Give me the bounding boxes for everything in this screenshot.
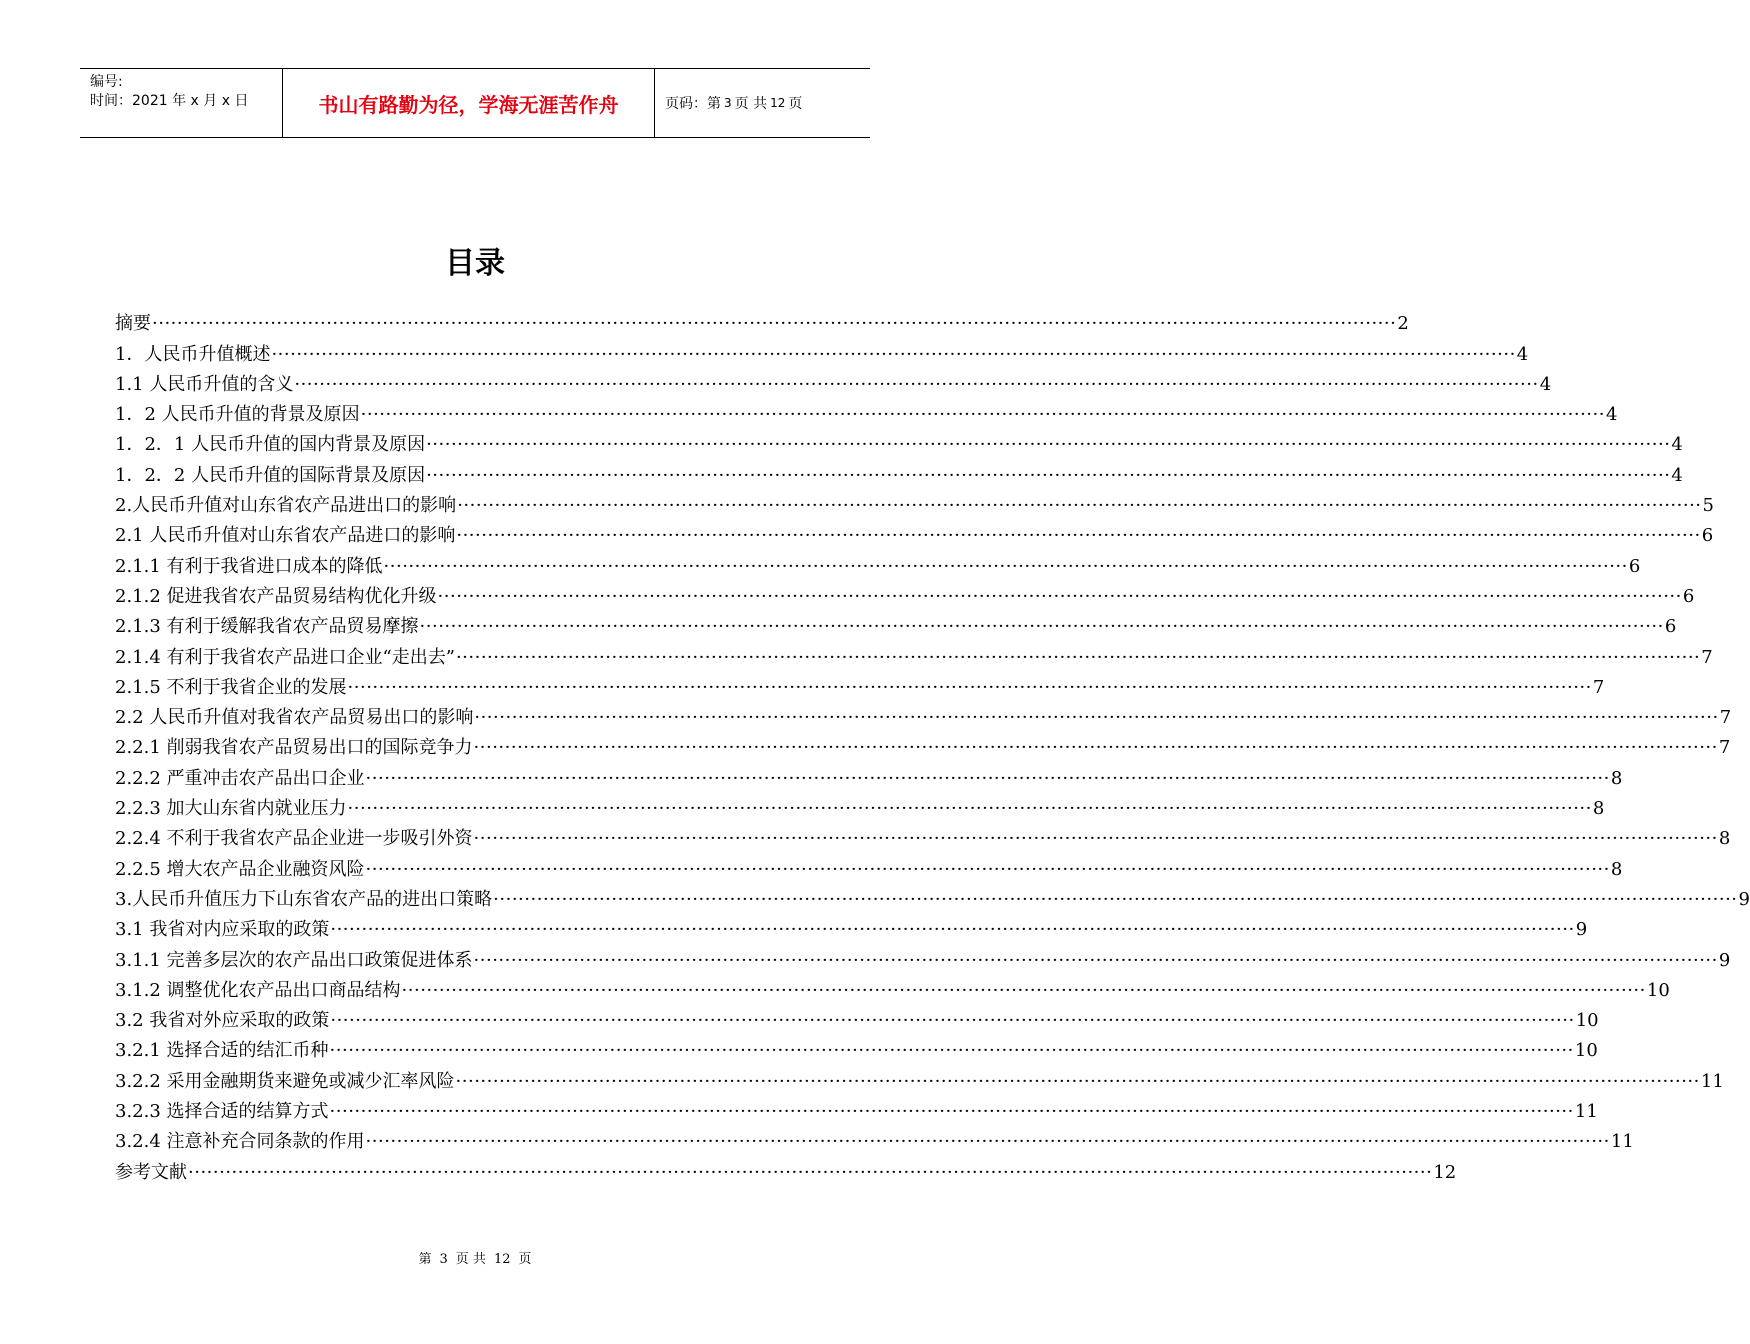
toc-leader-dots: ········································································································································································································ (360, 404, 1605, 426)
header-number-label: 编号: (90, 74, 123, 90)
toc-entry[interactable] (115, 670, 1605, 700)
toc-leader-dots: ········································································································································································································ (365, 1131, 1610, 1153)
toc-entry-page: 8 (1718, 828, 1731, 850)
toc-entry-page: 5 (1702, 495, 1714, 517)
header-page-total: 12 (770, 96, 786, 110)
toc-leader-dots: ········································································································································································································ (329, 1040, 1574, 1062)
toc-leader-dots: ········································································································································································································ (473, 737, 1718, 759)
toc-entry-page: 10 (1646, 979, 1670, 1001)
toc-entry-label: 3.2.1 选择合适的结汇币种 (115, 1040, 329, 1062)
header-page-current: 3 (724, 96, 732, 110)
toc-entry-page: 8 (1592, 798, 1605, 820)
toc-entry-page: 7 (1592, 676, 1605, 698)
toc-entry[interactable] (115, 367, 1552, 397)
header-page-info (655, 69, 870, 137)
toc-entry[interactable] (115, 760, 1623, 790)
table-of-contents (115, 306, 1750, 1185)
toc-entry-label: 2.2 人民币升值对我省农产品贸易出口的影响 (115, 707, 474, 729)
toc-entry-label: 1．2．2 人民币升值的国际背景及原因 (115, 464, 426, 486)
toc-entry[interactable] (115, 821, 1731, 851)
toc-entry[interactable] (115, 639, 1713, 669)
toc-leader-dots: ········································································································································································································ (493, 888, 1738, 910)
toc-leader-dots: ········································································································································································································ (330, 919, 1575, 941)
footer-suffix: 页 (518, 1252, 532, 1267)
toc-entry-page: 6 (1628, 555, 1641, 577)
toc-entry-page: 7 (1701, 646, 1713, 668)
toc-entry-label: 2.1.4 有利于我省农产品进口企业“走出去” (115, 646, 455, 668)
toc-entry-label: 3.1.1 完善多层次的农产品出口政策促进体系 (115, 949, 473, 971)
header-page-prefix: 页码：第 (665, 96, 721, 112)
header-time: 时间：2021 年 x 月 x 日 (90, 93, 249, 109)
toc-entry[interactable] (115, 851, 1623, 881)
toc-leader-dots: ········································································································································································································ (152, 313, 1397, 335)
toc-entry[interactable] (115, 427, 1683, 457)
page-footer (0, 1248, 950, 1267)
footer-current: 3 (439, 1252, 448, 1267)
toc-leader-dots: ········································································································································································································ (455, 646, 1701, 668)
toc-entry[interactable] (115, 336, 1529, 366)
toc-leader-dots: ········································································································································································································ (419, 616, 1664, 638)
toc-leader-dots: ········································································································································································································ (473, 828, 1718, 850)
toc-entry[interactable] (115, 942, 1731, 972)
toc-entry-label: 2.2.4 不利于我省农产品企业进一步吸引外资 (115, 828, 473, 850)
toc-entry-label: 2.2.1 削弱我省农产品贸易出口的国际竞争力 (115, 737, 473, 759)
toc-entry[interactable] (115, 700, 1732, 730)
toc-leader-dots: ········································································································································································································ (383, 555, 1628, 577)
toc-entry-page: 9 (1718, 949, 1731, 971)
toc-entry[interactable] (115, 1124, 1634, 1154)
toc-entry-label: 2.人民币升值对山东省农产品进出口的影响 (115, 495, 457, 517)
toc-leader-dots: ········································································································································································································ (426, 464, 1671, 486)
toc-entry-label: 1.1 人民币升值的含义 (115, 373, 294, 395)
footer-total: 12 (493, 1252, 511, 1267)
toc-entry[interactable] (115, 548, 1641, 578)
toc-entry-label: 3.1 我省对内应采取的政策 (115, 919, 330, 941)
toc-entry[interactable] (115, 457, 1683, 487)
toc-leader-dots: ········································································································································································································ (426, 434, 1671, 456)
toc-entry-page: 4 (1671, 464, 1683, 486)
toc-entry-page: 11 (1700, 1070, 1724, 1092)
header-motto: 书山有路勤为径，学海无涯苦作舟 (282, 69, 655, 137)
toc-entry[interactable] (115, 1154, 1457, 1184)
toc-entry[interactable] (115, 912, 1588, 942)
toc-entry-page: 9 (1738, 888, 1750, 910)
toc-entry[interactable] (115, 791, 1605, 821)
toc-entry-page: 9 (1575, 919, 1588, 941)
page-title: 目录 (445, 246, 505, 281)
toc-entry[interactable] (115, 730, 1731, 760)
toc-entry-label: 2.1.3 有利于缓解我省农产品贸易摩擦 (115, 616, 419, 638)
toc-entry-label: 3.2 我省对外应采取的政策 (115, 1010, 330, 1032)
toc-leader-dots: ········································································································································································································ (271, 343, 1516, 365)
toc-entry-label: 3.2.3 选择合适的结算方式 (115, 1101, 329, 1123)
toc-entry[interactable] (115, 882, 1750, 912)
toc-leader-dots: ········································································································································································································ (437, 585, 1682, 607)
toc-entry-label: 2.1.2 促进我省农产品贸易结构优化升级 (115, 585, 437, 607)
toc-leader-dots: ········································································································································································································ (455, 1070, 1700, 1092)
toc-leader-dots: ········································································································································································································ (457, 495, 1702, 517)
toc-entry-page: 7 (1719, 707, 1732, 729)
toc-entry-page: 6 (1701, 525, 1714, 547)
header-meta (80, 69, 282, 137)
toc-entry[interactable] (115, 609, 1677, 639)
toc-entry-label: 2.2.3 加大山东省内就业压力 (115, 798, 347, 820)
toc-entry-label: 1．2 人民币升值的背景及原因 (115, 404, 360, 426)
toc-entry-label: 3.人民币升值压力下山东省农产品的进出口策略 (115, 888, 493, 910)
toc-entry[interactable] (115, 518, 1714, 548)
toc-entry-page: 10 (1575, 1010, 1599, 1032)
toc-entry-label: 2.1.1 有利于我省进口成本的降低 (115, 555, 383, 577)
toc-leader-dots: ········································································································································································································ (347, 798, 1592, 820)
toc-entry-label: 1．人民币升值概述 (115, 343, 271, 365)
toc-leader-dots: ········································································································································································································ (365, 767, 1610, 789)
toc-leader-dots: ········································································································································································································ (329, 1101, 1574, 1123)
toc-entry-label: 3.2.4 注意补充合同条款的作用 (115, 1131, 365, 1153)
toc-entry-page: 8 (1610, 767, 1623, 789)
footer-prefix: 第 (418, 1252, 432, 1267)
toc-entry-page: 10 (1574, 1040, 1598, 1062)
toc-leader-dots: ········································································································································································································ (294, 373, 1539, 395)
toc-entry-page: 4 (1605, 404, 1618, 426)
toc-entry-label: 3.1.2 调整优化农产品出口商品结构 (115, 979, 401, 1001)
toc-entry[interactable] (115, 1063, 1724, 1093)
toc-entry[interactable] (115, 397, 1618, 427)
toc-entry-page: 7 (1718, 737, 1731, 759)
toc-leader-dots: ········································································································································································································ (401, 979, 1646, 1001)
toc-entry-page: 4 (1539, 373, 1552, 395)
toc-leader-dots: ········································································································································································································ (188, 1161, 1433, 1183)
toc-entry-page: 4 (1516, 343, 1529, 365)
toc-leader-dots: ········································································································································································································ (456, 525, 1701, 547)
toc-entry-page: 6 (1664, 616, 1677, 638)
toc-entry-label: 1．2．1 人民币升值的国内背景及原因 (115, 434, 426, 456)
toc-entry-label: 2.1.5 不利于我省企业的发展 (115, 676, 347, 698)
toc-entry-label: 2.2.2 严重冲击农产品出口企业 (115, 767, 365, 789)
toc-entry-label: 2.1 人民币升值对山东省农产品进口的影响 (115, 525, 456, 547)
toc-entry-page: 11 (1574, 1101, 1598, 1123)
header-page-mid: 页 共 (734, 96, 768, 112)
toc-leader-dots: ········································································································································································································ (330, 1010, 1575, 1032)
toc-entry[interactable] (115, 973, 1670, 1003)
toc-leader-dots: ········································································································································································································ (347, 676, 1592, 698)
toc-entry[interactable] (115, 579, 1695, 609)
toc-entry-label: 参考文献 (115, 1161, 187, 1183)
toc-entry[interactable] (115, 1094, 1598, 1124)
toc-entry-page: 8 (1610, 858, 1623, 880)
toc-entry-page: 12 (1433, 1161, 1457, 1183)
toc-entry[interactable] (115, 306, 1409, 336)
toc-entry-page: 11 (1610, 1131, 1634, 1153)
toc-entry-page: 2 (1397, 313, 1409, 335)
toc-entry-label: 2.2.5 增大农产品企业融资风险 (115, 858, 365, 880)
toc-leader-dots: ········································································································································································································ (474, 707, 1719, 729)
toc-entry-label: 摘要 (115, 313, 151, 335)
footer-mid: 页 共 (455, 1252, 486, 1267)
page-header (80, 68, 870, 138)
toc-leader-dots: ········································································································································································································ (473, 949, 1718, 971)
toc-leader-dots: ········································································································································································································ (365, 858, 1610, 880)
header-page-suffix: 页 (788, 96, 803, 112)
toc-entry-page: 6 (1682, 585, 1695, 607)
toc-entry[interactable] (115, 1003, 1599, 1033)
toc-entry[interactable] (115, 488, 1714, 518)
toc-entry-label: 3.2.2 采用金融期货来避免或减少汇率风险 (115, 1070, 455, 1092)
toc-entry[interactable] (115, 1033, 1598, 1063)
toc-entry-page: 4 (1671, 434, 1683, 456)
